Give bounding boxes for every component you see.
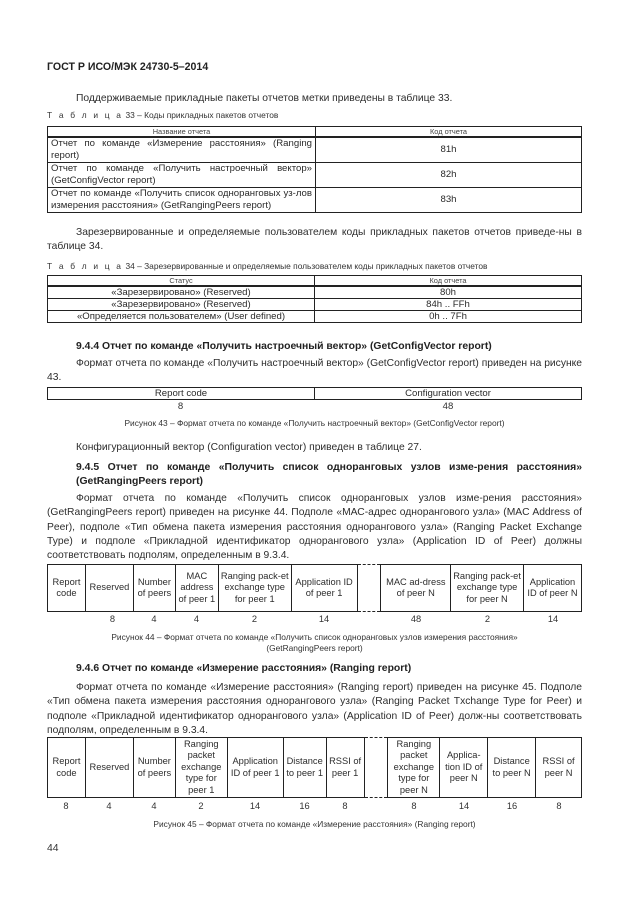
bit-width [357, 614, 381, 625]
field-report-code: Report code [48, 388, 315, 400]
table-33-header-code: Код отчета [316, 127, 582, 138]
table-row [48, 162, 582, 187]
field-number-of-peers: Number of peers [133, 565, 175, 612]
bit-width: 4 [151, 801, 157, 811]
bit-width: 14 [318, 614, 330, 624]
config-vector-note [47, 441, 582, 455]
config-vector-note-text: Конфигурационный вектор (Configuration vector) приведен в таблице 27. [76, 442, 422, 453]
field-ranging-exchange-type-peer-n: Ranging pack-et exchange type for peer N [451, 565, 524, 612]
code-cell: 80h [315, 286, 582, 299]
bit-width: 4 [151, 614, 157, 624]
figure-43-caption: Рисунок 43 – Формат отчета по команде «Получить настроечный вектор» (GetConfigVector report) [124, 418, 505, 428]
field-application-id-peer-1: Application ID of peer 1 [291, 565, 357, 612]
bit-width [364, 801, 388, 812]
document-id-header: ГОСТ Р ИСО/МЭК 24730-5–2014 [47, 61, 209, 73]
figure-44-caption [47, 632, 582, 654]
code-cell: 0h .. 7Fh [315, 311, 582, 323]
figure-43-bit-widths [47, 401, 582, 412]
report-name: Отчет по команде «Измерение расстояния» (Ranging report) [48, 137, 316, 162]
section-9-4-6-heading: 9.4.6 Отчет по команде «Измерение расстояния» (Ranging report) [76, 663, 412, 674]
table-34-header-status: Статус [48, 276, 315, 287]
section-9-4-5-heading: 9.4.5 Отчет по команде «Получить список одноранговых узлов изме-рения расстояния» (GetRangingPeers report) [76, 462, 582, 488]
bit-width: 48 [410, 614, 422, 624]
bit-width: 8 [556, 801, 562, 811]
bit-width: 8 [109, 614, 115, 624]
section-9-4-4-text [47, 357, 582, 386]
code-cell: 84h .. FFh [315, 299, 582, 311]
table-34-header-code: Код отчета [315, 276, 582, 287]
section-9-4-5-text [47, 492, 582, 563]
bit-width: 14 [458, 801, 470, 811]
intro-table-34 [47, 226, 582, 255]
table-34 [47, 275, 582, 323]
report-code: 83h [316, 187, 582, 212]
figure-45-table [47, 737, 582, 798]
field-ranging-exchange-type-peer-n: Ranging packet exchange type for peer N [388, 738, 440, 798]
intro-table-33-text: Поддерживаемые прикладные пакеты отчетов метки приведены в таблице 33. [76, 93, 453, 104]
bit-width: 14 [249, 801, 261, 811]
field-configuration-vector: Configuration vector [315, 388, 582, 400]
field-application-id-peer-n: Applica-tion ID of peer N [440, 738, 488, 798]
bit-width: 2 [484, 614, 491, 624]
report-name: Отчет по команде «Получить список одноранговых уз-лов измерения расстояния» (GetRangingPeers report) [48, 187, 316, 212]
field-rssi-peer-n: RSSI of peer N [536, 738, 582, 798]
table-row [48, 299, 582, 311]
field-report-code: Report code [48, 738, 86, 798]
figure-45-caption: Рисунок 45 – Формат отчета по команде «Измерение расстояния» (Ranging report) [153, 819, 476, 829]
bit-width: 8 [411, 801, 417, 811]
field-mac-address-peer-n: MAC ad-dress of peer N [381, 565, 451, 612]
bit-width: 8 [63, 801, 69, 811]
figure-44-table [47, 564, 582, 612]
section-9-4-6-body: Формат отчета по команде «Измерение расстояния» (Ranging report) приведен на рисунке 45. Подполе «Тип обмена пакета измерения расстояния однорангового узла» (Ranging Packet Txchange Type for Peer) и подполе «Прикладной идентификатор однорангового узла» (Application ID of Peer) долж-ны соответствовать подполям, определенным в 9.3.4. [47, 682, 582, 736]
intro-table-33 [47, 92, 582, 106]
figure-43-table [47, 387, 582, 400]
field-reserved: Reserved [85, 738, 133, 798]
table-33-caption-prefix: Т а б л и ц а [47, 110, 124, 120]
report-code: 82h [316, 162, 582, 187]
table-33-header-name: Название отчета [48, 127, 316, 138]
bit-width: 8 [177, 401, 184, 412]
table-33-caption [47, 110, 278, 121]
figure-45-bit-widths [47, 801, 582, 812]
table-33-caption-text: 33 – Коды прикладных пакетов отчетов [123, 110, 279, 120]
bit-width: 14 [547, 614, 559, 624]
table-34-caption [47, 261, 488, 272]
section-9-4-6-text [47, 681, 582, 738]
report-name: Отчет по команде «Получить настроечный вектор» (GetConfigVector report) [48, 162, 316, 187]
report-code: 81h [316, 137, 582, 162]
bit-width: 4 [106, 801, 112, 811]
bit-width: 2 [251, 614, 258, 624]
field-ranging-exchange-type-peer-1: Ranging pack-et exchange type for peer 1 [218, 565, 291, 612]
bit-width: 16 [299, 801, 310, 811]
page-number: 44 [47, 843, 59, 854]
bit-width: 4 [193, 614, 200, 624]
ellipsis-gap-field [364, 738, 388, 798]
figure-44-bit-widths [47, 614, 582, 625]
field-mac-address-peer-1: MAC address of peer 1 [175, 565, 218, 612]
field-rssi-peer-1: RSSI of peer 1 [326, 738, 364, 798]
field-distance-peer-n: Distance to peer N [488, 738, 536, 798]
figure-44-caption-line-1: Рисунок 44 – Формат отчета по команде «Получить список одноранговых узлов измерения расстояния» [111, 632, 518, 642]
table-row [48, 187, 582, 212]
bit-width: 2 [198, 801, 204, 811]
table-row [48, 311, 582, 323]
field-application-id-peer-n: Application ID of peer N [523, 565, 581, 612]
bit-width: 48 [442, 401, 454, 412]
field-ranging-exchange-type-peer-1: Ranging packet exchange type for peer 1 [175, 738, 227, 798]
status-cell: «Определяется пользователем» (User defined) [48, 311, 315, 323]
table-34-caption-text: 34 – Зарезервированные и определяемые пользователем коды прикладных пакетов отчетов [123, 261, 488, 271]
figure-44-caption-line-2: (GetRangingPeers report) [266, 643, 363, 653]
table-34-caption-prefix: Т а б л и ц а [47, 261, 124, 271]
bit-width: 16 [506, 801, 518, 811]
bit-width: 8 [342, 801, 348, 811]
table-row [48, 286, 582, 299]
ellipsis-gap-field [357, 565, 381, 612]
field-reserved: Reserved [85, 565, 133, 612]
section-9-4-4-body: Формат отчета по команде «Получить настроечный вектор» (GetConfigVector report) приведен на рисунке 43. [47, 358, 582, 384]
section-9-4-5-body: Формат отчета по команде «Получить список одноранговых узлов изме-рения расстояния» (GetRangingPeers report) приведен на рисунке 44. Подполе «МАС-адрес однорангового узла» (MAC Address of Peer), подполе «Тип обмена пакета измерения расстояния однорангового узла» (Ranging Packet Exchange Type) и подполе «Прикладной идентификатор однорангового узла» (Application ID of Peer) должны соответствовать подполям, определенным в 9.3.4. [47, 493, 582, 562]
field-report-code: Report code [48, 565, 86, 612]
field-application-id-peer-1: Application ID of peer 1 [227, 738, 283, 798]
field-distance-peer-1: Distance to peer 1 [283, 738, 326, 798]
table-33 [47, 126, 582, 213]
field-number-of-peers: Number of peers [133, 738, 175, 798]
intro-table-34-text: Зарезервированные и определяемые пользователем коды прикладных пакетов отчетов приведе-ны в таблице 34. [47, 227, 582, 253]
section-9-4-4-heading: 9.4.4 Отчет по команде «Получить настроечный вектор» (GetConfigVector report) [76, 341, 492, 352]
status-cell: «Зарезервировано» (Reserved) [48, 286, 315, 299]
status-cell: «Зарезервировано» (Reserved) [48, 299, 315, 311]
table-row [48, 137, 582, 162]
